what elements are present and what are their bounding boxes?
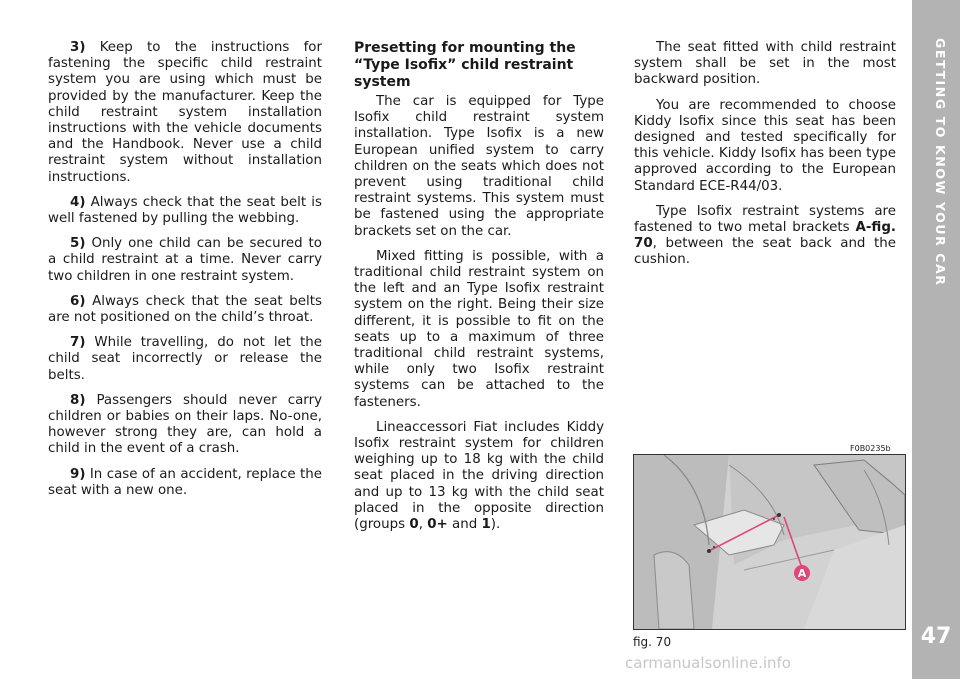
paragraph-7 xyxy=(48,335,322,384)
paragraph-text: Always check that the seat belt is well fastened by pulling the webbing. xyxy=(48,194,322,227)
item-number: 7) xyxy=(70,335,86,351)
paragraph-text: Lineaccessori Fiat includes Kiddy Isofix restraint system for children weighing up to 18 kg with the child seat placed in the driving direction and up to 13 kg with the child seat placed in the opposite direction (groups xyxy=(354,419,604,533)
paragraph-lineaccessori xyxy=(354,420,604,533)
paragraph-5 xyxy=(48,236,322,285)
paragraph-isofix-intro: The car is equipped for Type Isofix child restraint system installation. Type Isofix is a new European unified system to carry children on the seats which does not prevent using traditional child restraint systems. This system must be fastened using the appropriate brackets set on the car. xyxy=(354,94,604,239)
paragraph-text: Always check that the seat belts are not positioned on the child’s throat. xyxy=(48,293,322,326)
paragraph-9 xyxy=(48,467,322,499)
paragraph-kiddy-isofix: You are recommended to choose Kiddy Isofix since this seat has been designed and tested specifically for this vehicle. Kiddy Isofix has been type approved according to the European Standard ECE-R44/03. xyxy=(634,97,896,194)
paragraph-8 xyxy=(48,393,322,458)
paragraph-4 xyxy=(48,195,322,227)
figure-code: F0B0235b xyxy=(850,444,891,453)
item-number: 4) xyxy=(70,194,86,210)
item-number: 8) xyxy=(70,392,86,408)
section-heading: Presetting for mounting the “Type Isofix” child restraint system xyxy=(354,40,576,90)
item-number: 3) xyxy=(70,40,86,55)
figure-reference: A-fig. 70 xyxy=(634,220,896,252)
paragraph-end: ). xyxy=(490,517,501,533)
group-label: 0 xyxy=(409,517,419,533)
marker-a-label: A xyxy=(797,567,807,580)
paragraph-brackets xyxy=(634,204,896,269)
paragraph-text: Type Isofix restraint systems are fastened to two metal brackets xyxy=(634,203,896,236)
paragraph-text: Only one child can be secured to a child restraint at a time. Never carry two children in one restraint system. xyxy=(48,236,322,284)
item-number: 9) xyxy=(70,466,86,482)
separator: , xyxy=(418,517,428,533)
paragraph-6 xyxy=(48,294,322,326)
paragraph-text: Keep to the instructions for fastening the specific child restraint system you are using which must be provided by the manufacturer. Keep the child restraint system installation instructions with the vehicle documents and the Handbook. Never use a child restraint system without installation instructions. xyxy=(48,40,322,185)
paragraph-text: Passengers should never carry children or babies on their laps. No-one, however strong they are, can hold a child in the event of a crash. xyxy=(48,392,322,457)
paragraph-text: While travelling, do not let the child seat incorrectly or release the belts. xyxy=(48,335,322,383)
paragraph-text: In case of an accident, replace the seat with a new one. xyxy=(48,466,322,498)
text-column-3 xyxy=(634,40,896,278)
page-number: 47 xyxy=(920,624,952,649)
seat-illustration xyxy=(634,455,905,629)
watermark: carmanualsonline.info xyxy=(625,654,791,672)
paragraph-text: , between the seat back and the cushion. xyxy=(634,236,896,268)
paragraph-seat-position: The seat fitted with child restraint system shall be set in the most backward position. xyxy=(634,40,896,88)
item-number: 5) xyxy=(70,236,86,252)
chapter-title: GETTING TO KNOW YOUR CAR xyxy=(933,38,948,287)
text-column-1 xyxy=(48,40,322,508)
group-label: 1 xyxy=(481,517,491,533)
paragraph-mixed-fitting: Mixed fitting is possible, with a traditional child restraint system on the left and an Type Isofix restraint system on the right. Being their size different, it is possible to fit on the seats up to a maximum of three traditional child restraint systems, while only two Isofix restraint systems can be attached to the fasteners. xyxy=(354,248,604,410)
item-number: 6) xyxy=(70,293,86,309)
group-label: 0+ xyxy=(427,517,448,533)
figure-isofix-brackets xyxy=(633,454,906,630)
separator: and xyxy=(447,517,482,533)
figure-caption: fig. 70 xyxy=(633,635,672,649)
text-column-2 xyxy=(354,40,604,542)
paragraph-3 xyxy=(48,40,322,186)
